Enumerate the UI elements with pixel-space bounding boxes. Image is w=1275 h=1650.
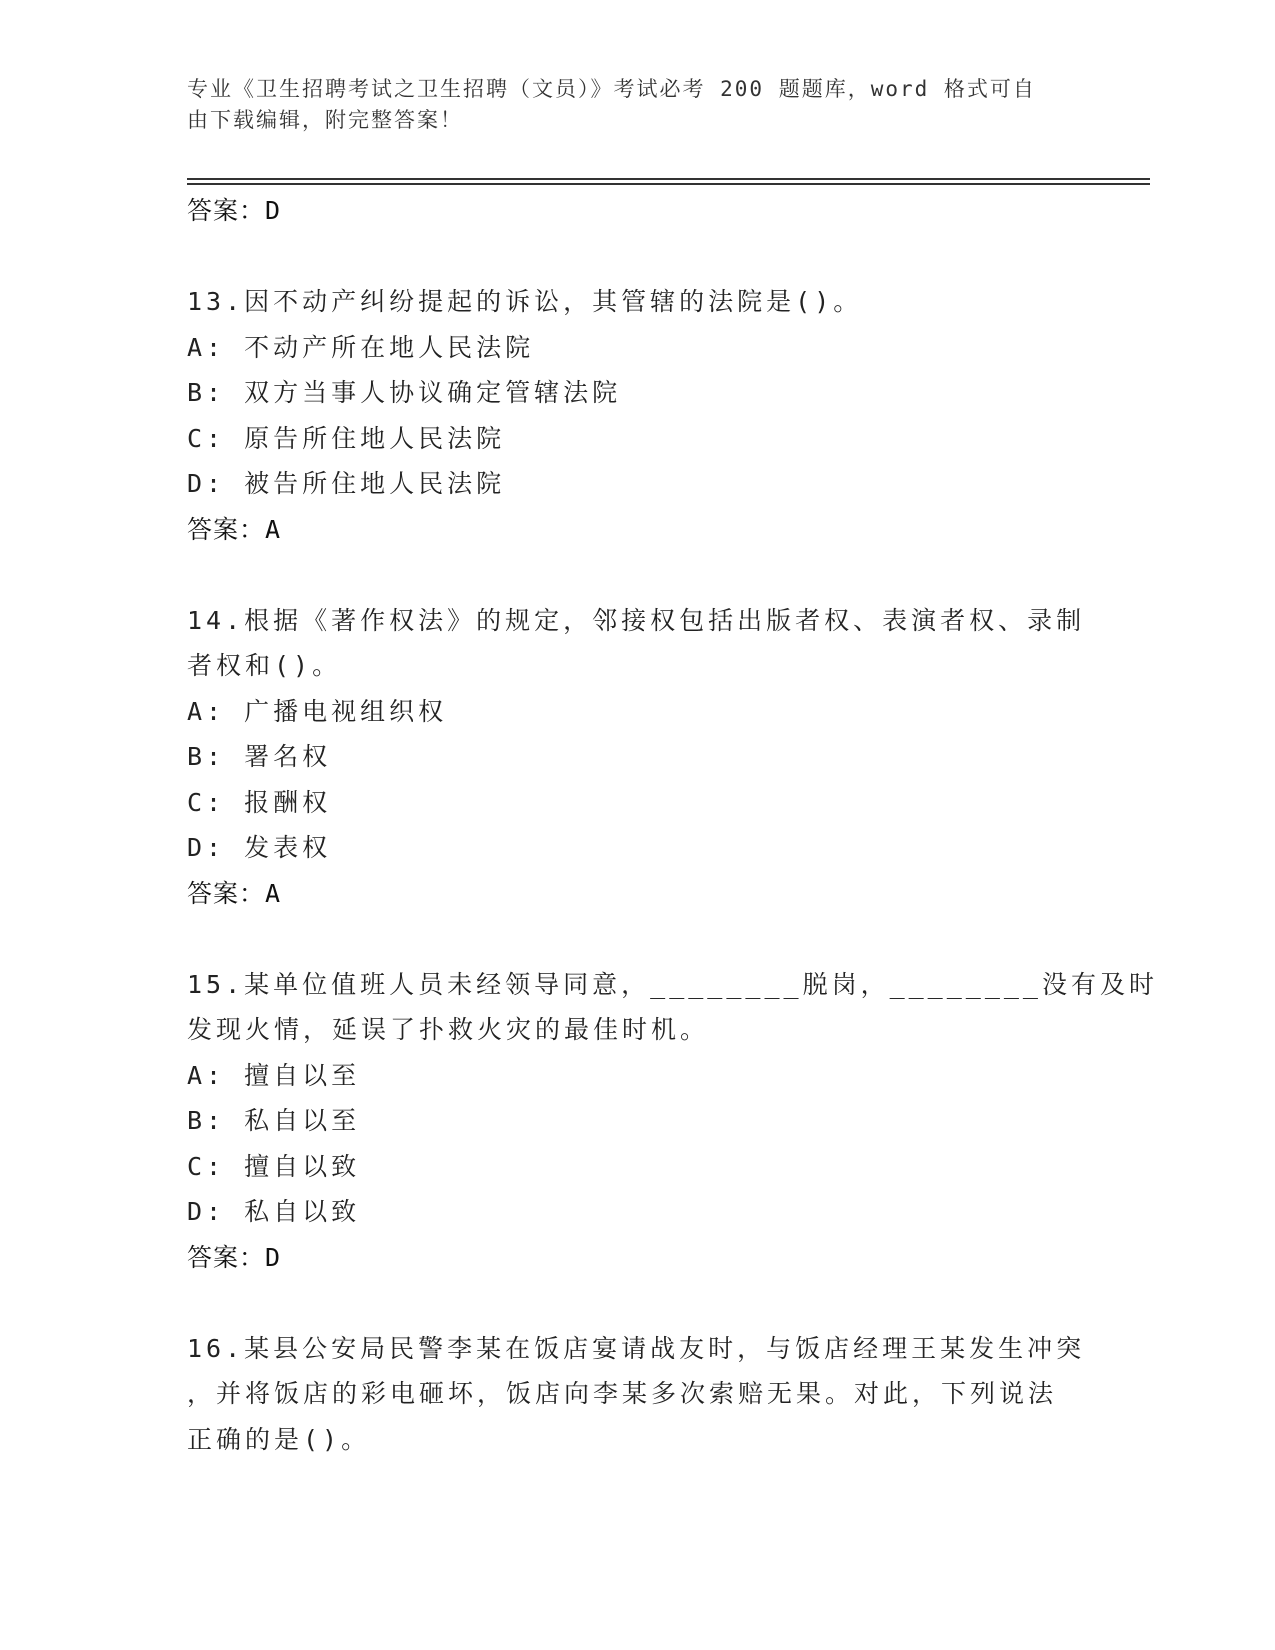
spacer <box>187 552 1087 598</box>
option-a: A: 擅自以至 <box>187 1060 361 1090</box>
header-rule-top <box>187 178 1150 180</box>
answer-line: 答案：D <box>187 1242 282 1272</box>
header-rule-bottom <box>187 183 1150 185</box>
question-block <box>187 279 1087 552</box>
option-a: A: 不动产所在地人民法院 <box>187 332 535 362</box>
question-stem: 14.根据《著作权法》的规定，邻接权包括出版者权、表演者权、录制 <box>187 605 1086 635</box>
option-d: D: 发表权 <box>187 833 332 862</box>
option-c: C: 原告所住地人民法院 <box>187 423 506 453</box>
document-header <box>187 74 1067 136</box>
option-a: A: 广播电视组织权 <box>187 696 448 726</box>
option-b: B: 署名权 <box>187 742 332 771</box>
option-d: D: 被告所住地人民法院 <box>187 469 506 498</box>
question-stem: ，并将饭店的彩电砸坏，饭店向李某多次索赔无果。对此，下列说法 <box>187 1379 1058 1408</box>
question-stem: 16.某县公安局民警李某在饭店宴请战友时，与饭店经理王某发生冲突 <box>187 1333 1086 1363</box>
option-c: C: 报酬权 <box>187 787 332 817</box>
spacer <box>187 916 1087 962</box>
option-b: B: 双方当事人协议确定管辖法院 <box>187 378 622 407</box>
header-line-2: 由下载编辑，附完整答案！ <box>187 108 463 132</box>
question-stem: 15.某单位值班人员未经领导同意，________脱岗，________没有及时 <box>187 969 1158 999</box>
answer-line: 答案：D <box>187 196 282 225</box>
option-c: C: 擅自以致 <box>187 1151 361 1181</box>
document-body <box>187 188 1158 1462</box>
option-d: D: 私自以致 <box>187 1197 361 1226</box>
question-stem: 发现火情，延误了扑救火灾的最佳时机。 <box>187 1015 710 1044</box>
header-line-1: 专业《卫生招聘考试之卫生招聘（文员）》考试必考 200 题题库，word 格式可自 <box>187 77 1036 101</box>
question-stem: 正确的是()。 <box>187 1424 371 1454</box>
spacer <box>187 1280 1087 1326</box>
option-b: B: 私自以至 <box>187 1106 361 1135</box>
question-block <box>187 962 1158 1281</box>
question-block <box>187 1326 1087 1463</box>
answer-line: 答案：A <box>187 514 282 544</box>
question-block <box>187 598 1087 917</box>
question-stem: 者权和()。 <box>187 651 342 680</box>
question-stem: 13.因不动产纠纷提起的诉讼，其管辖的法院是()。 <box>187 287 863 316</box>
answer-line: 答案：A <box>187 878 282 908</box>
spacer <box>187 234 1087 280</box>
